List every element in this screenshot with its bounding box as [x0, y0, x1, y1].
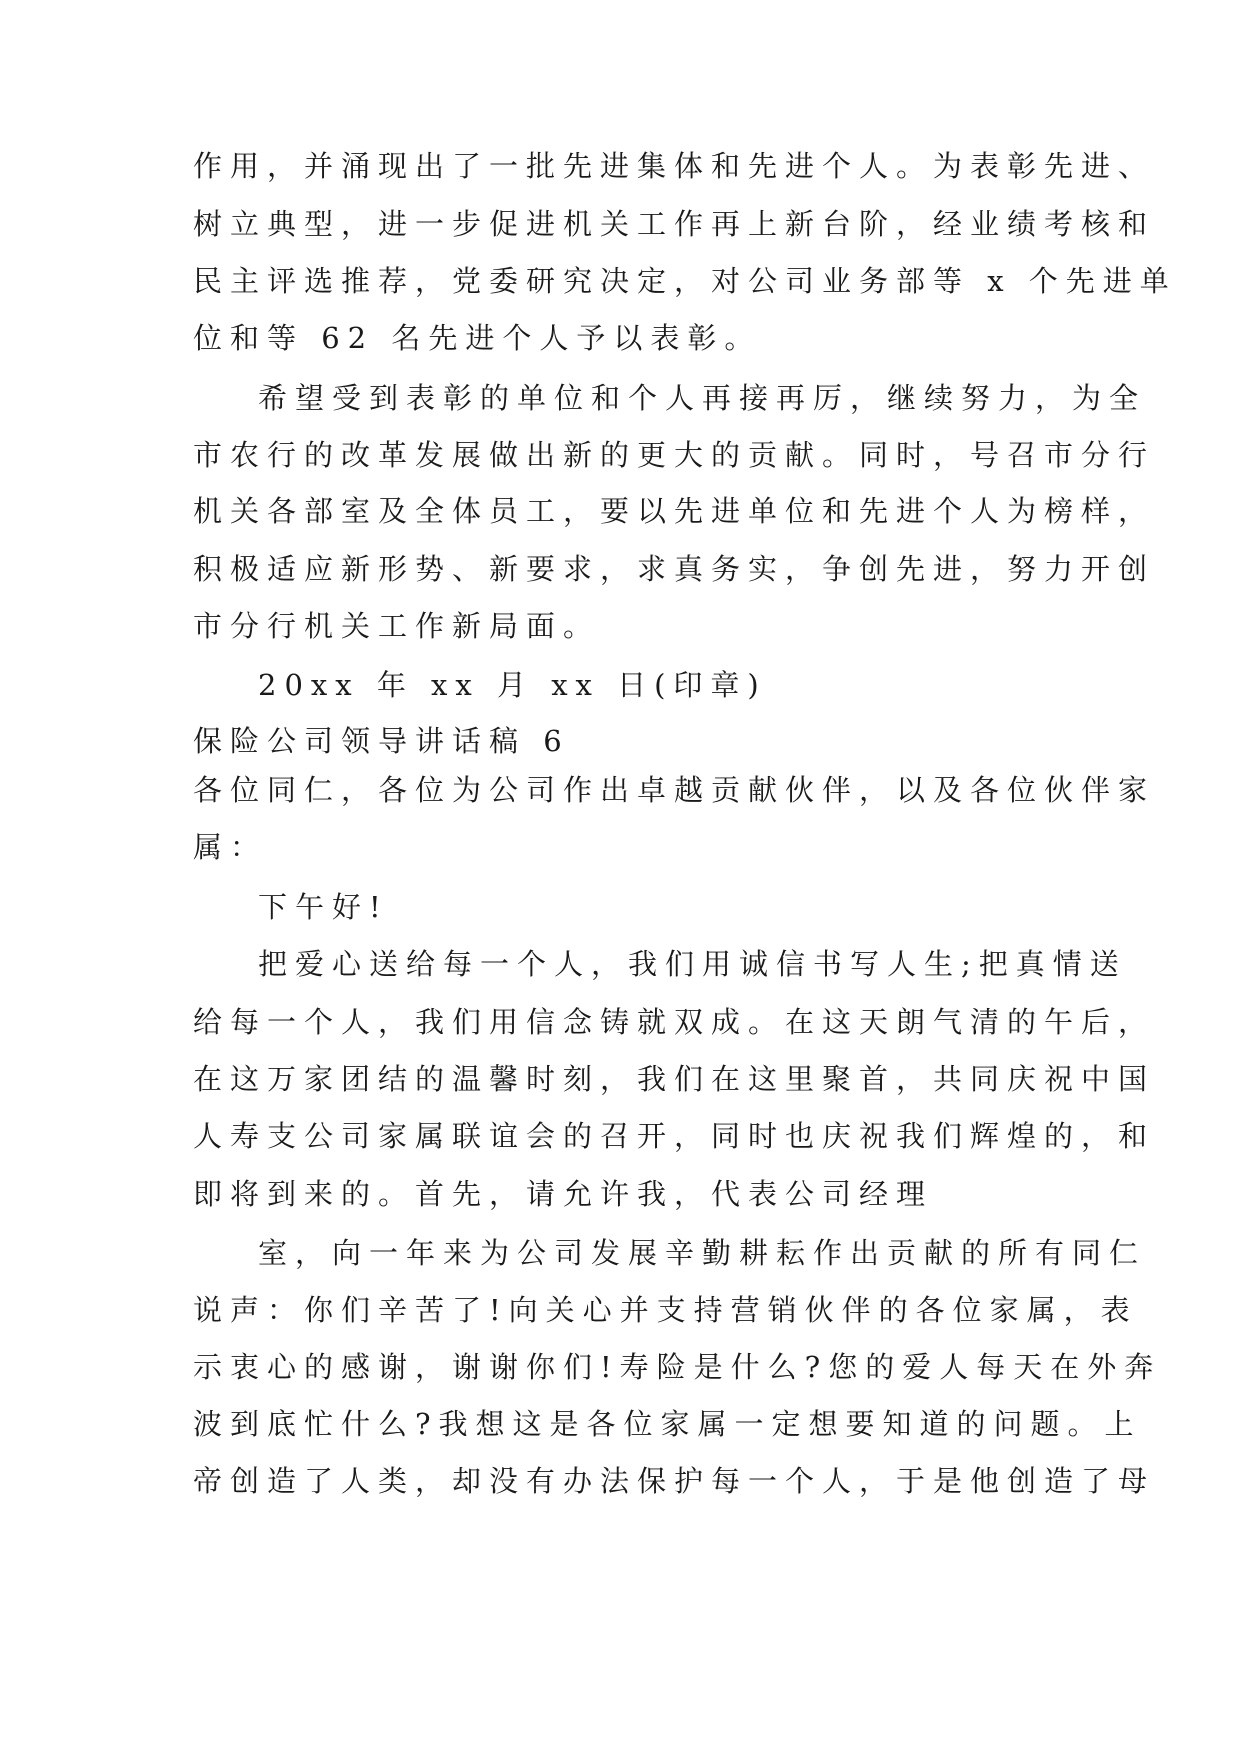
text-line: 机关各部室及全体员工，要以先进单位和先进个人为榜样，: [193, 494, 1156, 528]
text-line: 人寿支公司家属联谊会的召开，同时也庆祝我们辉煌的，和: [193, 1119, 1156, 1153]
text-line: 积极适应新形势、新要求，求真务实，争创先进，努力开创: [193, 552, 1156, 586]
date-stamp-line: 20xx 年 xx 月 xx 日(印章): [258, 668, 767, 702]
text-line: 示衷心的感谢，谢谢你们!寿险是什么?您的爱人每天在外奔: [193, 1350, 1162, 1384]
section-heading: 保险公司领导讲话稿 6: [193, 724, 570, 758]
text-line: 市农行的改革发展做出新的更大的贡献。同时，号召市分行: [193, 438, 1156, 472]
text-line: 各位同仁，各位为公司作出卓越贡献伙伴，以及各位伙伴家: [193, 773, 1156, 807]
text-line: 民主评选推荐，党委研究决定，对公司业务部等 x 个先进单: [193, 264, 1177, 298]
text-line: 说声：你们辛苦了!向关心并支持营销伙伴的各位家属，表: [193, 1293, 1138, 1327]
greeting-line: 下午好!: [258, 890, 389, 924]
text-line: 帝创造了人类，却没有办法保护每一个人，于是他创造了母: [193, 1464, 1156, 1498]
text-line: 给每一个人，我们用信念铸就双成。在这天朗气清的午后，: [193, 1005, 1156, 1039]
text-line: 位和等 62 名先进个人予以表彰。: [193, 321, 762, 355]
text-line: 希望受到表彰的单位和个人再接再厉，继续努力，为全: [258, 381, 1147, 415]
text-line: 市分行机关工作新局面。: [193, 609, 601, 643]
text-line: 即将到来的。首先，请允许我，代表公司经理: [193, 1177, 934, 1211]
text-line: 作用，并涌现出了一批先进集体和先进个人。为表彰先进、: [193, 149, 1156, 183]
text-line: 波到底忙什么?我想这是各位家属一定想要知道的问题。上: [193, 1407, 1142, 1441]
text-line: 把爱心送给每一个人，我们用诚信书写人生;把真情送: [258, 947, 1127, 981]
text-line: 属：: [193, 830, 268, 864]
text-line: 树立典型，进一步促进机关工作再上新台阶，经业绩考核和: [193, 207, 1156, 241]
text-line: 室，向一年来为公司发展辛勤耕耘作出贡献的所有同仁: [258, 1236, 1147, 1270]
text-line: 在这万家团结的温馨时刻，我们在这里聚首，共同庆祝中国: [193, 1062, 1156, 1096]
